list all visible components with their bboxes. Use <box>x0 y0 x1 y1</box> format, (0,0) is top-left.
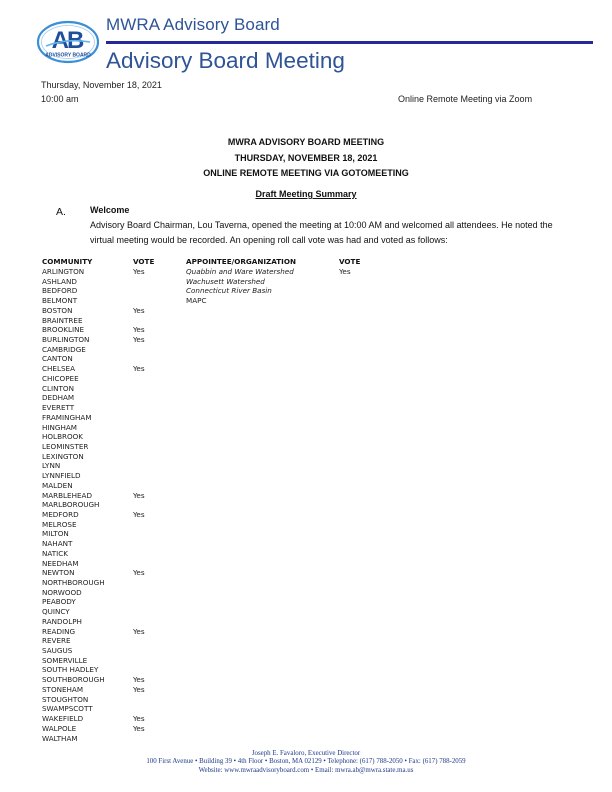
community-name: NORTHBOROUGH <box>42 578 105 587</box>
svg-text:AB: AB <box>51 27 83 54</box>
community-name: MELROSE <box>42 519 77 529</box>
header-appointee: APPOINTEE/ORGANIZATION <box>186 257 296 266</box>
title-line-2: THURSDAY, NOVEMBER 18, 2021 <box>234 152 378 163</box>
appointee-row <box>186 277 386 287</box>
meeting-location: Online Remote Meeting via Zoom <box>398 94 533 104</box>
community-name: BEDFORD <box>42 286 78 296</box>
community-row <box>42 461 192 471</box>
header-community-vote: VOTE <box>133 257 155 266</box>
community-row <box>42 607 192 617</box>
community-name: NORWOOD <box>42 587 82 597</box>
meeting-time: 10:00 am <box>41 94 79 104</box>
community-row <box>42 617 192 627</box>
community-name: MARBLEHEAD <box>42 490 92 500</box>
community-row <box>42 345 192 355</box>
community-row <box>42 481 192 491</box>
community-row <box>42 704 192 714</box>
community-name: NEEDHAM <box>42 558 79 568</box>
community-name: MARLBOROUGH <box>42 500 100 510</box>
community-name: MALDEN <box>42 480 73 490</box>
community-name: BRAINTREE <box>42 315 83 325</box>
community-name: BURLINGTON <box>42 335 90 345</box>
community-name: CLINTON <box>42 383 74 393</box>
community-name: SOMERVILLE <box>42 655 88 665</box>
community-name: PEABODY <box>42 597 76 607</box>
community-name: CHICOPEE <box>42 373 79 383</box>
community-row <box>42 656 192 666</box>
community-name: WAKEFIELD <box>42 714 84 724</box>
community-row <box>42 675 192 685</box>
community-name: SOUTHBOROUGH <box>42 675 105 685</box>
community-row <box>42 306 192 316</box>
community-row <box>42 325 192 335</box>
community-row <box>42 403 192 413</box>
community-name: LEOMINSTER <box>42 441 89 451</box>
community-vote: Yes <box>133 305 145 315</box>
community-name: RANDOLPH <box>42 616 82 626</box>
header-divider <box>106 41 593 44</box>
appointee-name: Wachusett Watershed <box>186 276 265 286</box>
meeting-title: Advisory Board Meeting <box>106 48 345 73</box>
appointee-name: Quabbin and Ware Watershed <box>186 267 294 276</box>
community-name: QUINCY <box>42 607 70 617</box>
community-name: HINGHAM <box>42 422 77 432</box>
community-row <box>42 277 192 287</box>
footer-address: 100 First Avenue • Building 39 • 4th Floor • Boston, MA 02129 • Telephone: (617) 788-2050 • Fax: (617) 788-2059 <box>146 758 466 766</box>
community-row <box>42 296 192 306</box>
community-vote: Yes <box>133 325 145 335</box>
community-row <box>42 452 192 462</box>
community-vote: Yes <box>133 723 145 733</box>
document-title-block <box>0 135 612 182</box>
community-row <box>42 714 192 724</box>
community-name: SWAMPSCOTT <box>42 704 93 714</box>
community-row <box>42 529 192 539</box>
community-row <box>42 520 192 530</box>
community-name: ARLINGTON <box>42 267 85 276</box>
section-letter: A. <box>56 206 66 218</box>
community-name: WALPOLE <box>42 723 77 733</box>
community-name: NEWTON <box>42 568 75 578</box>
appointee-row <box>186 286 386 296</box>
community-row <box>42 665 192 675</box>
community-name: MILTON <box>42 529 69 539</box>
footer <box>0 750 612 775</box>
title-line-1: MWRA ADVISORY BOARD MEETING <box>227 137 385 147</box>
community-row <box>42 316 192 326</box>
community-row <box>42 432 192 442</box>
community-row <box>42 500 192 510</box>
community-row <box>42 627 192 637</box>
svg-text:ADVISORY BOARD: ADVISORY BOARD <box>45 52 91 59</box>
appointee-name: MAPC <box>186 296 207 306</box>
header-appointee-vote: VOTE <box>339 257 361 266</box>
appointee-vote: Yes <box>339 267 351 276</box>
community-name: CANTON <box>42 354 73 364</box>
appointee-row <box>186 267 386 277</box>
community-row <box>42 442 192 452</box>
logo-emblem-icon <box>36 20 100 64</box>
community-row <box>42 646 192 656</box>
community-name: STOUGHTON <box>42 694 89 704</box>
community-vote: Yes <box>133 267 145 276</box>
section-body: Advisory Board Chairman, Lou Taverna, opened the meeting at 10:00 AM and welcomed all attendees. He noted the virtual meeting would be recorded. An opening roll call vote was had and voted as follows: <box>90 220 553 245</box>
community-row <box>42 286 192 296</box>
community-name: BROOKLINE <box>42 325 84 335</box>
community-row <box>42 423 192 433</box>
section-title: Welcome <box>90 205 130 215</box>
community-row <box>42 539 192 549</box>
community-row <box>42 734 192 744</box>
community-name: HOLBROOK <box>42 432 84 442</box>
community-name: LEXINGTON <box>42 451 84 461</box>
summary-heading <box>0 189 612 199</box>
community-row <box>42 559 192 569</box>
community-name: NATICK <box>42 548 68 558</box>
community-name: BELMONT <box>42 296 78 306</box>
community-row <box>42 685 192 695</box>
community-vote: Yes <box>133 490 145 500</box>
community-name: FRAMINGHAM <box>42 412 92 422</box>
community-row <box>42 491 192 501</box>
footer-director: Joseph E. Favaloro, Executive Director <box>251 750 361 757</box>
community-name: EVERETT <box>42 403 75 413</box>
community-name: BOSTON <box>42 305 73 315</box>
community-name: CAMBRIDGE <box>42 344 86 354</box>
community-row <box>42 354 192 364</box>
community-name: READING <box>42 626 76 636</box>
community-name: ASHLAND <box>42 276 77 286</box>
community-vote: Yes <box>133 626 145 636</box>
community-row <box>42 267 192 277</box>
community-vote: Yes <box>133 509 145 519</box>
header-community: COMMUNITY <box>42 257 93 266</box>
community-row <box>42 364 192 374</box>
appointee-row <box>186 296 386 306</box>
community-name: STONEHAM <box>42 684 84 694</box>
community-name: REVERE <box>42 636 71 646</box>
community-vote: Yes <box>133 684 145 694</box>
community-vote-list <box>42 267 192 743</box>
footer-contact: Website: www.mwraadvisoryboard.com • Email: mwra.ab@mwra.state.ma.us <box>198 766 414 774</box>
community-row <box>42 588 192 598</box>
community-name: SAUGUS <box>42 646 73 656</box>
community-row <box>42 335 192 345</box>
community-name: LYNN <box>42 461 61 471</box>
community-row <box>42 549 192 559</box>
community-vote: Yes <box>133 568 145 578</box>
community-vote: Yes <box>133 714 145 724</box>
org-title: MWRA Advisory Board <box>106 15 280 34</box>
community-name: WALTHAM <box>42 733 78 743</box>
community-name: NAHANT <box>42 539 73 549</box>
community-row <box>42 393 192 403</box>
appointee-vote-list <box>186 267 386 306</box>
community-vote: Yes <box>133 364 145 374</box>
community-name: MEDFORD <box>42 509 79 519</box>
community-row <box>42 374 192 384</box>
summary-heading-text: Draft Meeting Summary <box>255 189 357 199</box>
title-line-3: ONLINE REMOTE MEETING VIA GOTOMEETING <box>203 168 409 178</box>
meeting-date: Thursday, November 18, 2021 <box>41 80 162 90</box>
community-row <box>42 510 192 520</box>
community-row <box>42 695 192 705</box>
community-row <box>42 578 192 588</box>
advisory-board-logo <box>36 20 100 64</box>
community-row <box>42 597 192 607</box>
appointee-name: Connecticut River Basin <box>186 286 272 296</box>
community-row <box>42 636 192 646</box>
community-name: DEDHAM <box>42 393 75 403</box>
community-vote: Yes <box>133 335 145 345</box>
community-name: SOUTH HADLEY <box>42 665 99 675</box>
community-row <box>42 568 192 578</box>
community-name: LYNNFIELD <box>42 471 81 481</box>
community-row <box>42 384 192 394</box>
community-row <box>42 413 192 423</box>
community-name: CHELSEA <box>42 364 75 374</box>
community-row <box>42 724 192 734</box>
community-row <box>42 471 192 481</box>
community-vote: Yes <box>133 675 145 685</box>
